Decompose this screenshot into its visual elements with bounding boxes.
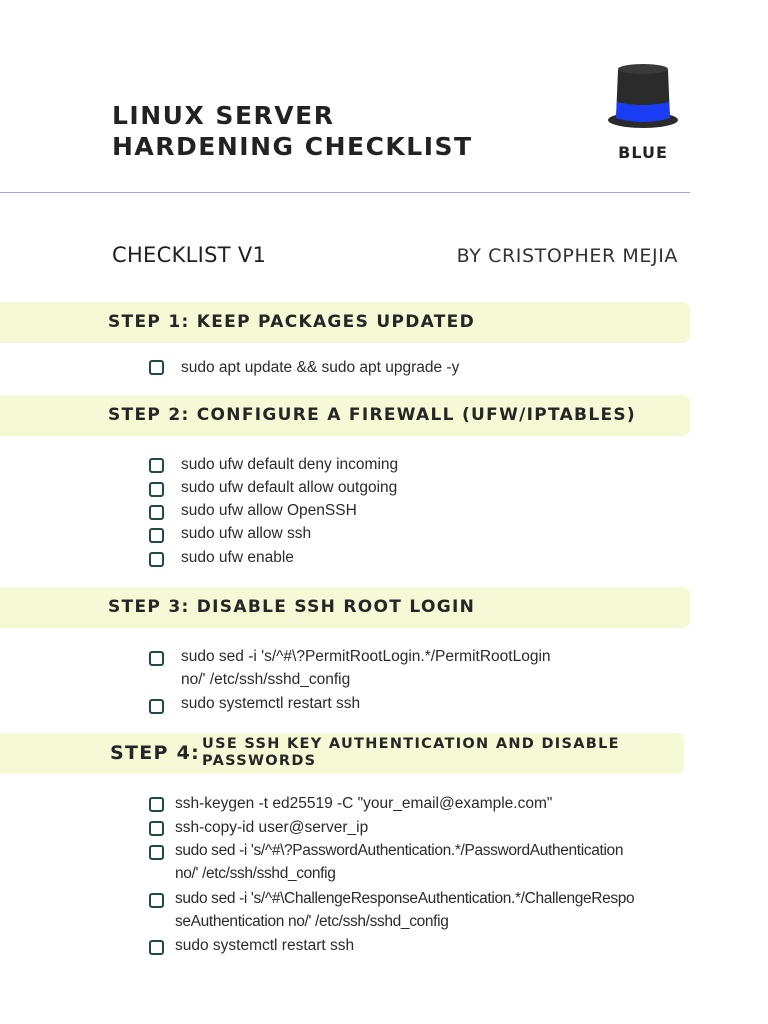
checkbox[interactable] bbox=[149, 552, 164, 567]
checkbox[interactable] bbox=[149, 482, 164, 497]
list-item-line: no/' /etc/ssh/sshd_config bbox=[181, 671, 351, 688]
divider bbox=[0, 192, 690, 193]
list-item bbox=[175, 839, 623, 885]
list-item bbox=[175, 887, 634, 933]
checkbox[interactable] bbox=[149, 797, 164, 812]
author: BY CRISTOPHER MEJIA bbox=[456, 245, 678, 267]
step-4-header bbox=[0, 733, 684, 774]
page-title bbox=[112, 100, 473, 162]
list-item: sudo ufw allow ssh bbox=[181, 525, 312, 542]
list-item-line: sudo sed -i 's/^#\ChallengeResponseAuthentication.*/ChallengeRespo bbox=[175, 890, 635, 907]
list-item: ssh-keygen -t ed25519 -C "your_email@example.com" bbox=[175, 795, 553, 812]
title-line-1: LINUX SERVER bbox=[112, 101, 335, 130]
step-2-title: STEP 2: CONFIGURE A FIREWALL (UFW/IPTABLES) bbox=[108, 405, 636, 425]
checkbox[interactable] bbox=[149, 651, 164, 666]
step-4-title-line-1: USE SSH KEY AUTHENTICATION AND DISABLE bbox=[202, 736, 620, 752]
step-2-header bbox=[0, 395, 690, 436]
checkbox[interactable] bbox=[149, 458, 164, 473]
checkbox[interactable] bbox=[149, 845, 164, 860]
step-4-title-line-2: PASSWORDS bbox=[202, 753, 317, 769]
list-item-line: sudo sed -i 's/^#\?PermitRootLogin.*/PermitRootLogin bbox=[181, 648, 551, 665]
checkbox[interactable] bbox=[149, 940, 164, 955]
checkbox[interactable] bbox=[149, 699, 164, 714]
list-item: sudo apt update && sudo apt upgrade -y bbox=[181, 359, 460, 376]
list-item bbox=[181, 645, 551, 691]
logo-text: BLUE bbox=[618, 143, 668, 162]
step-3-title: STEP 3: DISABLE SSH ROOT LOGIN bbox=[108, 597, 476, 617]
list-item-line: sudo sed -i 's/^#\?PasswordAuthentication.*/PasswordAuthentication bbox=[175, 842, 624, 859]
list-item: sudo systemctl restart ssh bbox=[175, 937, 355, 954]
step-1-header bbox=[0, 302, 690, 343]
top-hat-icon bbox=[604, 60, 682, 132]
checkbox[interactable] bbox=[149, 528, 164, 543]
list-item: sudo ufw default allow outgoing bbox=[181, 479, 398, 496]
list-item: sudo systemctl restart ssh bbox=[181, 695, 361, 712]
list-item: sudo ufw enable bbox=[181, 549, 294, 566]
title-line-2: HARDENING CHECKLIST bbox=[112, 132, 473, 161]
checkbox[interactable] bbox=[149, 360, 164, 375]
list-item-line: no/' /etc/ssh/sshd_config bbox=[175, 865, 336, 882]
list-item: sudo ufw allow OpenSSH bbox=[181, 502, 357, 519]
step-4-label: STEP 4: bbox=[110, 742, 201, 764]
step-1-title: STEP 1: KEEP PACKAGES UPDATED bbox=[108, 312, 475, 332]
step-4-title bbox=[202, 736, 672, 770]
checkbox[interactable] bbox=[149, 505, 164, 520]
checklist-version: CHECKLIST V1 bbox=[112, 243, 267, 267]
checkbox[interactable] bbox=[149, 821, 164, 836]
list-item-line: seAuthentication no/' /etc/ssh/sshd_config bbox=[175, 913, 449, 930]
step-3-header bbox=[0, 587, 690, 628]
logo bbox=[600, 58, 686, 168]
list-item: ssh-copy-id user@server_ip bbox=[175, 819, 369, 836]
checkbox[interactable] bbox=[149, 893, 164, 908]
list-item: sudo ufw default deny incoming bbox=[181, 456, 399, 473]
